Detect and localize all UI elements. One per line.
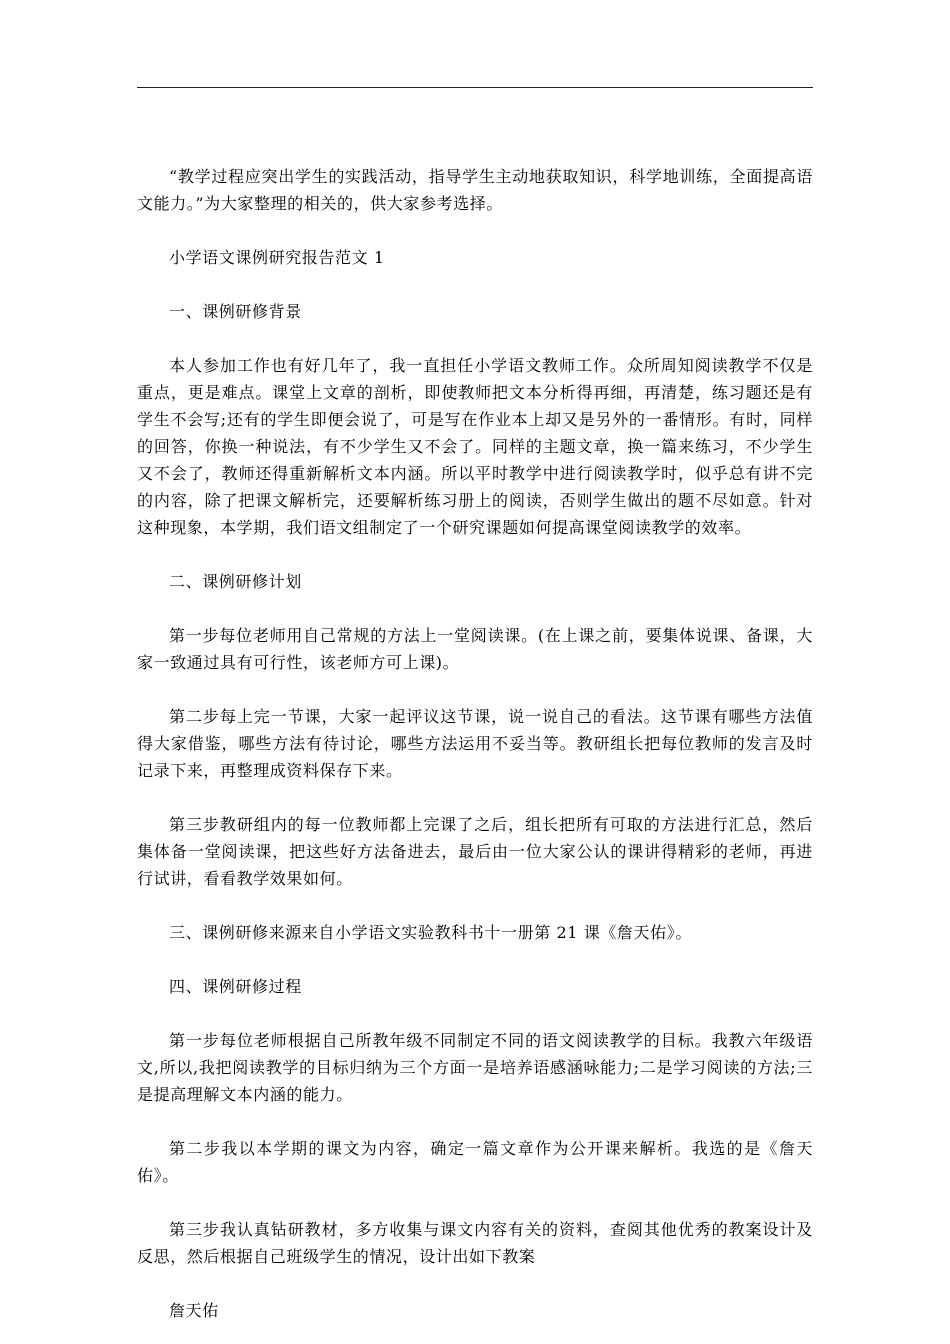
process-step-2: 第二步我以本学期的课文为内容，确定一篇文章作为公开课来解析。我选的是《詹天佑》。 <box>137 1139 813 1185</box>
section-heading-process: 四、课例研修过程 <box>169 977 302 996</box>
process-step-1: 第一步每位老师根据自己所教年级不同制定不同的语文阅读教学的目标。我教六年级语文,所以,我把阅读教学的目标归纳为三个方面一是培养语感涵咏能力;二是学习阅读的方法;三是提高理解文本内涵的能力。 <box>137 1031 813 1104</box>
intro-paragraph: “教学过程应突出学生的实践活动，指导学生主动地获取知识，科学地训练，全面提高语文能力。”为大家整理的相关的，供大家参考选择。 <box>137 167 813 213</box>
plan-step-1: 第一步每位老师用自己常规的方法上一堂阅读课。(在上课之前，要集体说课、备课，大家一致通过具有可行性，该老师方可上课)。 <box>137 626 813 672</box>
plan-step-2: 第二步每上完一节课，大家一起评议这节课，说一说自己的看法。这节课有哪些方法值得大家借鉴，哪些方法有待讨论，哪些方法运用不妥当等。教研组长把每位教师的发言及时记录下来，再整理成资料保存下来。 <box>137 707 813 780</box>
section-heading-plan: 二、课例研修计划 <box>169 572 302 591</box>
process-step-3: 第三步我认真钻研教材，多方收集与课文内容有关的资料，查阅其他优秀的教案设计及反思，然后根据自己班级学生的情况，设计出如下教案 <box>137 1220 813 1266</box>
background-paragraph: 本人参加工作也有好几年了，我一直担任小学语文教师工作。众所周知阅读教学不仅是重点，更是难点。课堂上文章的剖析，即使教师把文本分析得再细，再清楚，练习题还是有学生不会写;还有的学生即便会说了，可是写在作业本上却又是另外的一番情形。有时，同样的回答，你换一种说法，有不少学生又不会了。同样的主题文章，换一篇来练习，不少学生又不会了，教师还得重新解析文本内涵。所以平时教学中进行阅读教学时，似乎总有讲不完的内容，除了把课文解析完，还要解析练习册上的阅读，否则学生做出的题不尽如意。针对这种现象，本学期，我们语文组制定了一个研究课题如何提高课堂阅读教学的效率。 <box>137 356 813 537</box>
section-heading-background: 一、课例研修背景 <box>169 302 302 321</box>
header-rule <box>137 87 813 88</box>
section-heading-source: 三、课例研修来源来自小学语文实验教科书十一册第 21 课《詹天佑》。 <box>169 923 692 942</box>
document-body <box>137 163 813 1324</box>
document-title: 小学语文课例研究报告范文 1 <box>169 248 385 267</box>
plan-step-3: 第三步教研组内的每一位教师都上完课了之后，组长把所有可取的方法进行汇总，然后集体备一堂阅读课，把这些好方法备进去，最后由一位大家公认的课讲得精彩的老师，再进行试讲，看看教学效果如何。 <box>137 815 813 888</box>
lesson-title: 詹天佑 <box>169 1301 219 1320</box>
